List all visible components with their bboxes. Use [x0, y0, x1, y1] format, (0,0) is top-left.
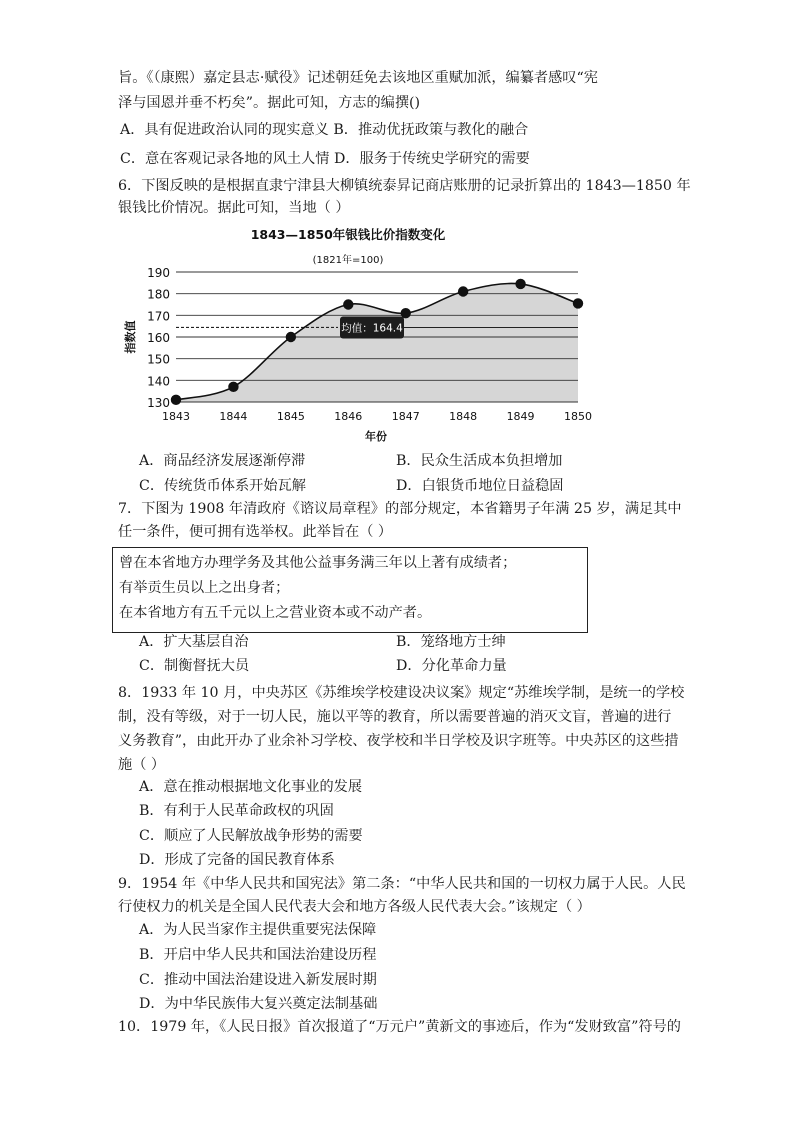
q6-option-b: B．民众生活成本负担增加 — [396, 453, 563, 469]
q8-option-d: D．形成了完备的国民教育体系 — [139, 852, 335, 868]
q8-option-a: A．意在推动根据地文化事业的发展 — [139, 779, 363, 795]
q5-line-1: 旨。《（康熙）嘉定县志·赋役》记述朝廷免去该地区重赋加派，编纂者感叹“宪 — [118, 70, 598, 86]
q7-option-b: B．笼络地方士绅 — [396, 634, 506, 650]
chart-x-ticks — [162, 410, 592, 423]
x-tick-1844: 1844 — [219, 410, 248, 423]
point-1846 — [343, 299, 353, 309]
q8-option-b: B．有利于人民革命政权的巩固 — [139, 803, 334, 819]
point-1850 — [573, 298, 583, 308]
point-1848 — [458, 286, 468, 296]
q9-option-d: D．为中华民族伟大复兴奠定法制基础 — [139, 996, 378, 1012]
y-tick-130: 130 — [147, 396, 170, 410]
chart-subtitle: (1821年=100) — [312, 255, 384, 266]
point-1843 — [171, 395, 181, 405]
point-1844 — [228, 382, 238, 392]
q7-box-line-2: 有举贡生员以上之出身者； — [119, 580, 290, 596]
q9-option-b: B．开启中华人民共和国法治建设历程 — [139, 947, 377, 963]
point-1845 — [286, 332, 296, 342]
y-tick-170: 170 — [147, 309, 170, 324]
x-tick-1850: 1850 — [564, 410, 592, 423]
q8-line-1: 8．1933 年 10 月，中央苏区《苏维埃学校建设决议案》规定“苏维埃学制，是统一的学校 — [118, 685, 685, 701]
q8-line-3: 义务教育”，由此开办了业余补习学校、夜学校和半日学校及识字班等。中央苏区的这些措 — [118, 733, 679, 749]
x-tick-1848: 1848 — [449, 410, 478, 423]
q7-line-2: 任一条件，便可拥有选举权。此举旨在（ ） — [118, 524, 393, 540]
y-tick-140: 140 — [147, 374, 170, 389]
q7-box-line-3: 在本省地方有五千元以上之营业资本或不动产者。 — [119, 605, 432, 621]
q10-line-1: 10．1979 年，《人民日报》首次报道了“万元户”黄新文的事迹后，作为“发财致富”符号的 — [118, 1019, 681, 1035]
q6-option-d: D．白银货币地位日益稳固 — [396, 478, 564, 494]
x-tick-1849: 1849 — [506, 410, 535, 423]
chart-y-label: 指数值 — [124, 320, 137, 354]
x-tick-1843: 1843 — [162, 410, 190, 423]
y-tick-160: 160 — [147, 331, 170, 345]
q5-option-ab: A．具有促进政治认同的现实意义 B．推动优抚政策与教化的融合 — [120, 122, 529, 138]
point-1847 — [401, 308, 411, 318]
q8-option-c: C．顺应了人民解放战争形势的需要 — [139, 828, 363, 844]
q6-line-1: 6．下图反映的是根据直隶宁津县大柳镇统泰昇记商店账册的记录折算出的 1843—1850 年 — [118, 178, 691, 194]
chart-y-ticks — [147, 266, 170, 410]
q9-option-c: C．推动中国法治建设进入新发展时期 — [139, 972, 377, 988]
x-tick-1845: 1845 — [276, 410, 305, 423]
q9-line-2: 行使权力的机关是全国人民代表大会和地方各级人民代表大会。”该规定（ ） — [118, 899, 591, 915]
y-tick-180: 180 — [147, 287, 170, 302]
chart-title: 1843—1850年银钱比价指数变化 — [250, 227, 446, 242]
q7-line-1: 7．下图为 1908 年清政府《谘议局章程》的部分规定，本省籍男子年满 25 岁，满足其中 — [118, 501, 682, 517]
q8-line-4: 施（ ） — [118, 757, 166, 773]
q7-regulation-box — [112, 547, 588, 633]
q5-line-2: 泽与国恩并垂不朽矣”。据此可知，方志的编撰() — [118, 95, 421, 111]
x-tick-1846: 1846 — [334, 410, 363, 423]
y-tick-190: 190 — [147, 266, 170, 280]
q6-line-2: 银钱比价情况。据此可知，当地（ ） — [118, 200, 350, 216]
point-1849 — [515, 279, 525, 289]
mean-label: 均值：164.4 — [341, 322, 403, 335]
q9-option-a: A．为人民当家作主提供重要宪法保障 — [139, 922, 377, 938]
q5-option-cd: C．意在客观记录各地的风土人情 D．服务于传统史学研究的需要 — [120, 151, 530, 167]
chart-x-label: 年份 — [365, 430, 387, 443]
q6-option-a: A．商品经济发展逐渐停滞 — [139, 453, 306, 469]
q6-option-c: C．传统货币体系开始瓦解 — [139, 478, 306, 494]
silver-copper-ratio-chart — [118, 222, 598, 450]
x-tick-1847: 1847 — [391, 410, 420, 423]
q8-line-2: 制，没有等级，对于一切人民，施以平等的教育，所以需要普遍的消灭文盲，普遍的进行 — [118, 709, 672, 725]
q7-box-line-1: 曾在本省地方办理学务及其他公益事务满三年以上著有成绩者； — [119, 555, 517, 571]
q7-option-c: C．制衡督抚大员 — [139, 658, 250, 674]
q7-option-d: D．分化革命力量 — [396, 658, 507, 674]
q7-option-a: A．扩大基层自治 — [139, 634, 249, 650]
q9-line-1: 9．1954 年《中华人民共和国宪法》第二条：“中华人民共和国的一切权力属于人民。人民 — [118, 876, 686, 892]
y-tick-150: 150 — [147, 352, 170, 367]
